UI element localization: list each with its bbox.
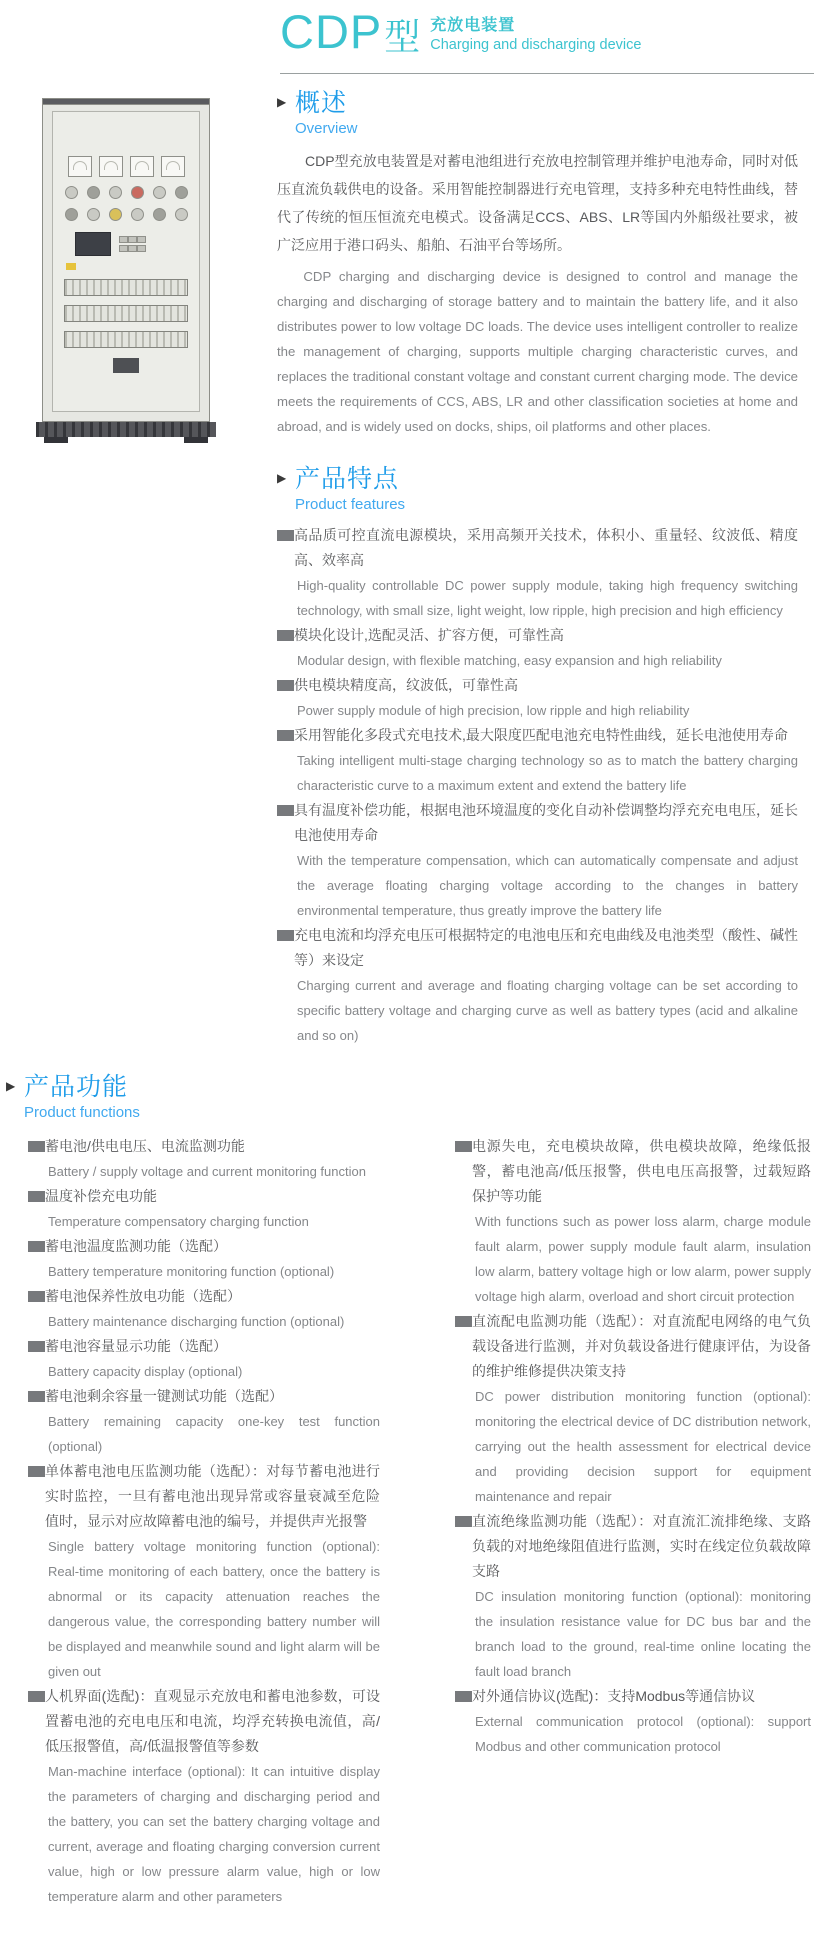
feature-item: [277, 798, 798, 923]
feature-item-en: High-quality controllable DC power supply module, taking high frequency switching technology, with small size, light weight, low ripple, high precision and high efficiency: [297, 578, 798, 618]
brand-subtitle: [430, 17, 641, 54]
warning-label-icon: [66, 263, 76, 270]
function-item-zh: 对外通信协议(选配)：支持Modbus等通信协议: [472, 1688, 756, 1704]
section-arrow-icon: ▶: [277, 95, 287, 109]
overview-paragraph-zh: CDP型充放电装置是对蓄电池组进行充放电控制管理并维护电池寿命，同时对低压直流负载供电的设备。采用智能控制器进行充电管理，支持多种充电特性曲线，替代了传统的恒压恒流充电模式。设备满足CCS、ABS、LR等国内外船级社要求，被广泛应用于港口码头、船舶、石油平台等场所。: [277, 153, 798, 253]
meter-icon: [130, 156, 154, 177]
overview-section-header: [277, 88, 798, 138]
knob-icon: [153, 186, 166, 199]
bullet-square-icon: [28, 1691, 45, 1702]
function-item-zh: 蓄电池/供电电压、电流监测功能: [45, 1138, 245, 1154]
key-icon: [119, 236, 128, 243]
bullet-square-icon: [455, 1141, 472, 1152]
function-item-zh: 单体蓄电池电压监测功能（选配）：对每节蓄电池进行实时监控，一旦有蓄电池出现异常或容量衰减至危险值时，显示对应故障蓄电池的编号，并提供声光报警: [45, 1463, 380, 1529]
bullet-square-icon: [28, 1191, 45, 1202]
meter-icon: [99, 156, 123, 177]
bullet-square-icon: [28, 1466, 45, 1477]
function-item-zh: 人机界面(选配)：直观显示充放电和蓄电池参数，可设置蓄电池的充电电压和电流，均浮充转换电流值，高/低压报警值，高/低温报警值等参数: [45, 1688, 380, 1754]
feature-item-en: Modular design, with flexible matching, easy expansion and high reliability: [297, 653, 722, 668]
indicator-lamp-icon: [109, 208, 122, 221]
overview-paragraph-en: CDP charging and discharging device is designed to control and manage the charging and discharging of storage battery and to maintain the battery life, and it also distributes power to low voltage DC loads. The device uses intelligent controller to realize the management of charging, supports multiple charging characteristic curves, and replaces the traditional constant voltage and constant current charging mode. The device meets the requirements of CCS, ABS, LR and other classification societies at home and abroad, and is widely used on docks, ships, oil platforms and other places.: [277, 269, 798, 434]
key-icon: [137, 236, 146, 243]
section-arrow-icon: ▶: [277, 471, 287, 485]
function-item-en: Battery / supply voltage and current monitoring function: [48, 1164, 366, 1179]
function-item-en: Man-machine interface (optional): It can intuitive display the parameters of charging and discharging period and the battery, you can set the battery charging voltage and current, average and floating charging conversion current value, high or low pressure alarm value, high or low temperature alarm and other parameters: [48, 1764, 380, 1904]
functions-title-zh: 产品功能: [24, 1073, 129, 1101]
section-arrow-icon: ▶: [6, 1079, 16, 1093]
function-item: [28, 1684, 380, 1909]
cabinet-body: [42, 98, 210, 422]
overview-title-en: Overview: [295, 120, 358, 137]
bullet-square-icon: [455, 1516, 472, 1527]
function-item: [28, 1234, 380, 1284]
key-icon: [128, 245, 137, 252]
function-item: [28, 1184, 380, 1234]
bullet-square-icon: [455, 1691, 472, 1702]
brand-header: [280, 5, 642, 58]
header-divider: [280, 73, 814, 74]
function-item-en: With functions such as power loss alarm, charge module fault alarm, power supply module fault alarm, insulation low alarm, battery voltage high or low alarm, power supply voltage high alarm, overload and short circuit protection: [475, 1214, 811, 1304]
bullet-square-icon: [277, 630, 294, 641]
feature-item-zh: 供电模块精度高，纹波低，可靠性高: [294, 677, 518, 693]
feature-item-zh: 采用智能化多段式充电技术,最大限度匹配电池充电特性曲线，延长电池使用寿命: [294, 727, 788, 743]
function-item: [28, 1459, 380, 1684]
function-item-en: External communication protocol (optional): support Modbus and other communication protocol: [475, 1714, 811, 1754]
cabinet-top-strip: [43, 99, 209, 105]
model-suffix: 型: [384, 16, 421, 57]
bullet-square-icon: [455, 1316, 472, 1327]
cabinet-button-row: [53, 186, 199, 199]
display-screen-icon: [75, 232, 111, 256]
knob-icon: [87, 186, 100, 199]
knob-icon: [153, 208, 166, 221]
knob-icon: [87, 208, 100, 221]
features-list: [277, 523, 798, 1048]
feature-item-en: Charging current and average and floating charging voltage can be set according to specific battery voltage and charging curve as well as battery types (acid and alkaline and so on): [297, 978, 798, 1043]
functions-section-header: [6, 1072, 830, 1122]
cabinet-plinth: [36, 422, 216, 437]
feature-item: [277, 923, 798, 1048]
bullet-square-icon: [28, 1141, 45, 1152]
key-icon: [119, 245, 128, 252]
feature-item: [277, 723, 798, 798]
feature-item: [277, 673, 798, 723]
function-item: [28, 1284, 380, 1334]
overview-title-zh: 概述: [295, 89, 348, 117]
terminal-strip-icon: [64, 305, 188, 322]
brand-subtitle-en: Charging and discharging device: [430, 37, 642, 53]
feature-item-en: Power supply module of high precision, low ripple and high reliability: [297, 703, 690, 718]
features-title-en: Product features: [295, 496, 406, 513]
cabinet-foot: [184, 437, 208, 443]
cabinet-foot: [44, 437, 68, 443]
function-item-en: Temperature compensatory charging function: [48, 1214, 309, 1229]
meter-icon: [161, 156, 185, 177]
bullet-square-icon: [277, 680, 294, 691]
model-name: CDP: [280, 5, 383, 58]
keypad-icon: [119, 236, 144, 252]
function-item-zh: 温度补偿充电功能: [45, 1188, 157, 1204]
bullet-square-icon: [28, 1291, 45, 1302]
functions-left-column: [28, 1134, 380, 1909]
bullet-square-icon: [28, 1241, 45, 1252]
bullet-square-icon: [277, 930, 294, 941]
function-item-en: Single battery voltage monitoring function (optional): Real-time monitoring of each battery, once the battery is abnormal or its capacity attenuation reaches the dangerous value, the corresponding battery number will be displayed and meanwhile sound and light alarm will be given out: [48, 1539, 380, 1679]
product-photo-cabinet: [36, 98, 216, 446]
feature-item-en: Taking intelligent multi-stage charging technology so as to match the battery charging characteristic curve to a maximum extent and extend the battery life: [297, 753, 798, 793]
knob-icon: [175, 186, 188, 199]
cabinet-button-row: [53, 208, 199, 221]
brand-subtitle-zh: 充放电装置: [430, 17, 516, 34]
cabinet-door: [52, 111, 200, 412]
cabinet-screen-row: [75, 232, 199, 256]
function-item-zh: 蓄电池温度监测功能（选配）: [45, 1238, 227, 1254]
bullet-square-icon: [28, 1341, 45, 1352]
function-item-zh: 电源失电，充电模块故障，供电模块故障，绝缘低报警，蓄电池高/低压报警，供电电压高报警，过载短路保护等功能: [472, 1138, 811, 1204]
function-item: [28, 1334, 380, 1384]
function-item-en: Battery temperature monitoring function (optional): [48, 1264, 335, 1279]
knob-icon: [175, 208, 188, 221]
function-item: [28, 1134, 380, 1184]
bullet-square-icon: [28, 1391, 45, 1402]
function-item-en: Battery capacity display (optional): [48, 1364, 243, 1379]
knob-icon: [65, 208, 78, 221]
terminal-strip-icon: [64, 331, 188, 348]
function-item-zh: 蓄电池保养性放电功能（选配）: [45, 1288, 241, 1304]
function-item-en: DC power distribution monitoring function (optional): monitoring the electrical device of DC distribution network, carrying out the health assessment for electrical device and providing decision support for equipment maintenance and repair: [475, 1389, 811, 1504]
function-item-zh: 直流绝缘监测功能（选配）：对直流汇流排绝缘、支路负载的对地绝缘阻值进行监测，实时在线定位负载故障支路: [472, 1513, 811, 1579]
function-item: [455, 1684, 811, 1759]
function-item-en: Battery maintenance discharging function (optional): [48, 1314, 345, 1329]
bullet-square-icon: [277, 530, 294, 541]
function-item: [455, 1509, 811, 1684]
function-item-en: DC insulation monitoring function (optional): monitoring the insulation resistance value for DC bus bar and the branch load to the ground, real-time online locating the fault load branch: [475, 1589, 811, 1679]
bullet-square-icon: [277, 730, 294, 741]
indicator-lamp-icon: [131, 186, 144, 199]
content-column: [277, 88, 798, 1048]
functions-right-column: [455, 1134, 811, 1759]
function-item-zh: 蓄电池容量显示功能（选配）: [45, 1338, 227, 1354]
function-item-zh: 直流配电监测功能（选配）：对直流配电网络的电气负载设备进行监测，并对负载设备进行健康评估，为设备的维护维修提供决策支持: [472, 1313, 811, 1379]
knob-icon: [109, 186, 122, 199]
knob-icon: [65, 186, 78, 199]
function-item-en: Battery remaining capacity one-key test function (optional): [48, 1414, 380, 1454]
feature-item-zh: 具有温度补偿功能，根据电池环境温度的变化自动补偿调整均浮充充电电压，延长电池使用寿命: [294, 802, 798, 843]
terminal-strip-icon: [64, 279, 188, 296]
functions-section: [0, 1072, 830, 1904]
features-section-header: [277, 464, 798, 514]
breaker-box-icon: [113, 358, 139, 373]
key-icon: [137, 245, 146, 252]
cabinet-meter-row: [53, 156, 199, 177]
function-item: [455, 1134, 811, 1309]
function-item: [28, 1384, 380, 1459]
key-icon: [128, 236, 137, 243]
bullet-square-icon: [277, 805, 294, 816]
features-title-zh: 产品特点: [295, 465, 400, 493]
feature-item-en: With the temperature compensation, which can automatically compensate and adjust the average floating charging voltage according to the changes in battery environmental temperature, thus greatly improve the battery life: [297, 853, 798, 918]
feature-item-zh: 模块化设计,选配灵活、扩容方便，可靠性高: [294, 627, 564, 643]
functions-title-en: Product functions: [24, 1104, 140, 1121]
feature-item-zh: 充电电流和均浮充电压可根据特定的电池电压和充电曲线及电池类型（酸性、碱性等）来设定: [294, 927, 798, 968]
feature-item-zh: 高品质可控直流电源模块，采用高频开关技术，体积小、重量轻、纹波低、精度高、效率高: [294, 527, 798, 568]
knob-icon: [131, 208, 144, 221]
function-item: [455, 1309, 811, 1509]
feature-item: [277, 523, 798, 623]
feature-item: [277, 623, 798, 673]
function-item-zh: 蓄电池剩余容量一键测试功能（选配）: [45, 1388, 283, 1404]
meter-icon: [68, 156, 92, 177]
